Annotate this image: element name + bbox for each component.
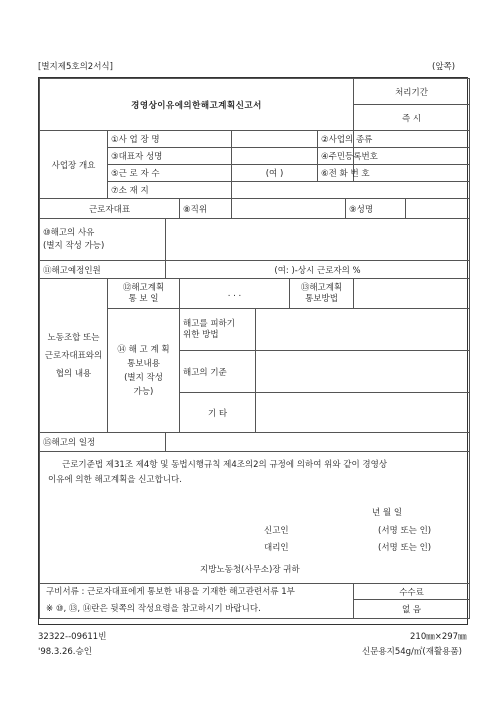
address-label: ⑦소 재 지 — [108, 182, 232, 199]
processing-label: 처리기간 — [354, 79, 470, 105]
declaration-text-2: 이유에 의한 해고계획을 신고합니다. — [48, 475, 182, 485]
notice-content-line-1: ⑭ 해 고 계 획 — [117, 344, 170, 355]
fee-label: 수수료 — [354, 584, 470, 600]
required-docs-line-1: 구비서류 : 근로자대표에게 통보한 내용을 기재한 해고관련서류 1부 — [46, 587, 295, 597]
required-docs — [40, 584, 354, 619]
approval-date: '98.3.26.승인 — [38, 647, 92, 657]
business-group-label: 사업장 개요 — [40, 131, 108, 199]
notice-content-line-4: 가능) — [133, 386, 154, 397]
worker-count-label: ⑤근 로 자 수 — [108, 165, 232, 182]
avoid-method-label — [180, 309, 256, 351]
notice-date-field[interactable]: . . . — [180, 279, 290, 309]
other-label: 기 타 — [180, 393, 256, 433]
other-field[interactable] — [256, 393, 470, 433]
business-name-field[interactable] — [232, 131, 318, 148]
notice-date-label-line-1: ⑫해고계획 — [122, 282, 165, 293]
notice-method-label-line-2: 통보방법 — [305, 293, 338, 304]
form-table — [39, 78, 470, 619]
paper-type: 신문용지54g/㎡(재활용품) — [362, 647, 462, 657]
form-code: 32322--09611빈 — [38, 632, 107, 642]
agent-label: 대리인 — [264, 543, 289, 553]
address-field[interactable] — [232, 182, 470, 199]
page-side-label: (앞쪽) — [432, 62, 456, 72]
worker-rep-position-label: ⑧직위 — [180, 199, 232, 219]
notice-date-label-line-2: 통 보 일 — [128, 293, 159, 304]
union-group-line-1: 노동조합 또는 — [47, 332, 100, 343]
agent-signature[interactable]: (서명 또는 인) — [378, 543, 432, 553]
dismissal-criteria-field[interactable] — [256, 351, 470, 393]
notice-method-label-line-1: ⑬해고계획 — [300, 282, 343, 293]
dismissal-reason-field[interactable] — [166, 219, 470, 261]
declaration-text-1: 근로기준법 제31조 제4항 및 동법시행규칙 제4조의2의 규정에 의하여 위와 같이 경영상 — [62, 460, 388, 470]
notice-content-line-2: 통보내용 — [127, 358, 160, 369]
worker-rep-label: 근로자대표 — [40, 199, 180, 219]
worker-rep-name-field[interactable] — [406, 199, 470, 219]
dismissal-reason-note: (별지 작성 가능) — [43, 240, 105, 251]
declaration-date: 년 월 일 — [372, 508, 403, 518]
notice-content-line-3: (별지 작성 — [124, 372, 163, 383]
phone-field[interactable] — [354, 165, 470, 182]
business-name-label: ①사 업 장 명 — [108, 131, 232, 148]
phone-label: ⑥전 화 번 호 — [318, 165, 354, 182]
reporter-label: 신고인 — [264, 526, 289, 536]
notice-method-label — [290, 279, 354, 309]
reporter-signature[interactable]: (서명 또는 인) — [378, 526, 432, 536]
business-type-label: ②사업의 종류 — [318, 131, 354, 148]
planned-count-label: ⑪해고예정인원 — [40, 261, 166, 279]
representative-name-label: ③대표자 성명 — [108, 148, 232, 165]
processing-value: 즉 시 — [354, 105, 470, 131]
paper-size: 210㎜×297㎜ — [410, 632, 467, 642]
planned-count-field[interactable]: (여: )-상시 근로자의 % — [166, 261, 470, 279]
registration-number-label: ④주민등록번호 — [318, 148, 354, 165]
notice-date-label — [108, 279, 180, 309]
form-title: 경영상이유에의한해고계획신고서 — [40, 79, 354, 131]
dismissal-criteria-label: 해고의 기준 — [180, 351, 256, 393]
declaration-block — [40, 452, 470, 584]
dismissal-reason-label — [40, 219, 166, 261]
notice-method-field[interactable] — [354, 279, 470, 309]
dismissal-schedule-field[interactable] — [166, 433, 470, 452]
avoid-method-line-1: 해고를 피하기 — [183, 318, 235, 329]
required-docs-line-2: ※ ⑩, ⑬, ⑭란은 뒷쪽의 작성요령을 참고하시기 바랍니다. — [46, 604, 261, 614]
addressee: 지방노동청(사무소)장 귀하 — [200, 565, 300, 575]
worker-count-field[interactable]: (여 ) — [232, 165, 318, 182]
worker-rep-position-field[interactable] — [232, 199, 346, 219]
union-group-line-2: 근로자대표와의 — [44, 350, 103, 361]
union-group-label — [40, 279, 108, 433]
representative-name-field[interactable] — [232, 148, 318, 165]
notice-content-label — [108, 309, 180, 433]
avoid-method-line-2: 위한 방법 — [183, 329, 219, 340]
worker-rep-name-label: ⑨성명 — [346, 199, 406, 219]
dismissal-schedule-label: ⑮해고의 일정 — [40, 433, 166, 452]
form-reference: [별지제5호의2서식] — [38, 62, 113, 72]
union-group-line-3: 협의 내용 — [55, 368, 92, 379]
report-form — [38, 77, 468, 625]
avoid-method-field[interactable] — [256, 309, 470, 351]
fee-value: 없 음 — [354, 600, 470, 619]
dismissal-reason-title: ⑩해고의 사유 — [43, 227, 95, 238]
